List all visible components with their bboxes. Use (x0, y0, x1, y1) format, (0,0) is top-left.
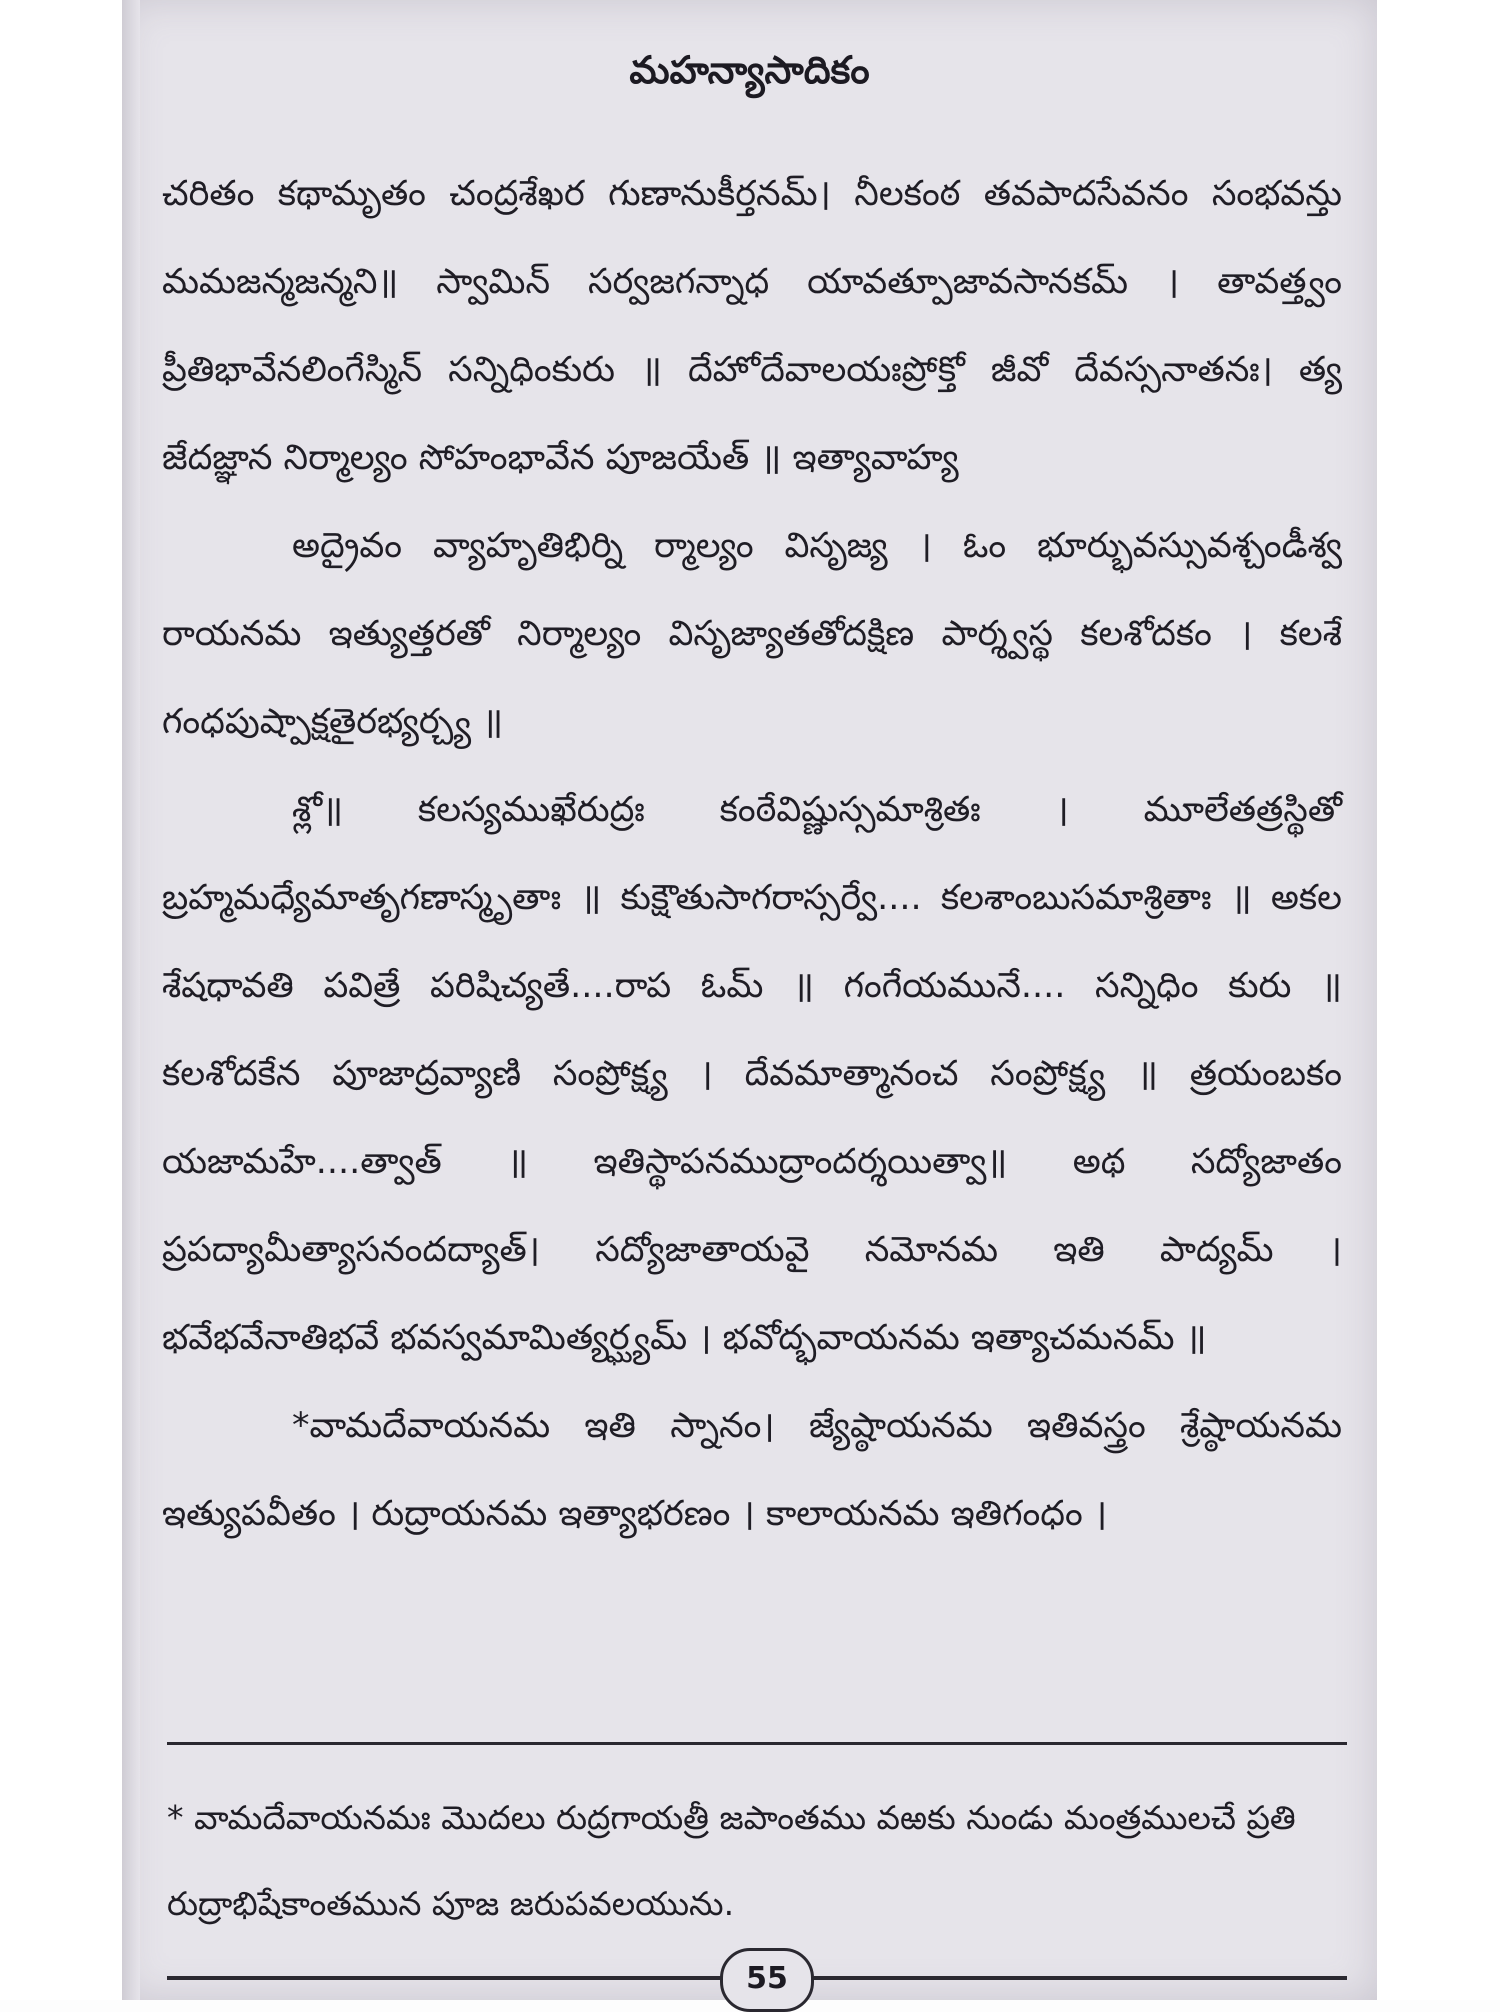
body-text (162, 150, 1342, 1558)
paragraph-3: శ్లో॥ కలస్యముఖేరుద్రః కంఠేవిష్ణుస్సమాశ్రితః । మూలేతత్రస్థితో బ్రహ్మమధ్యేమాతృగణాస్మృతాః ॥ కుక్షౌతుసాగరాస్సర్వే.... కలశాంబుసమాశ్రితాః ॥ అకల శేషధావతి పవిత్రే పరిషిచ్యతే....రాప ఓమ్ ॥ గంగేయమునే.... సన్నిధిం కురు ॥ కలశోదకేన పూజాద్రవ్యాణి సంప్రోక్ష్య । దేవమాత్మానంచ సంప్రోక్ష్య ॥ త్రయంబకం యజామహే....త్వాత్ ॥ ఇతిస్థాపనముద్రాందర్శయిత్వా॥ అథ సద్యోజాతం ప్రపద్యామీత్యాసనందద్యాత్। సద్యోజాతాయవై నమోనమ ఇతి పాద్యమ్ । భవేభవేనాతిభవే భవస్వమామిత్యర్ఘ్యమ్ । భవోద్భవాయనమ ఇత్యాచమనమ్ ॥ (162, 790, 1342, 1358)
paragraph-4: *వామదేవాయనమ ఇతి స్నానం। జ్యేష్ఠాయనమ ఇతివస్త్రం శ్రేష్ఠాయనమ ఇత్యుపవీతం । రుద్రాయనమ ఇత్యాభరణం । కాలాయనమ ఇతిగంధం । (162, 1406, 1342, 1534)
footnote-divider (167, 1742, 1347, 1745)
book-page (122, 0, 1377, 2000)
running-header: మహన్యాసాదికం (629, 48, 870, 92)
page-gutter-shadow (122, 0, 140, 2000)
footnote: * వామదేవాయనమః మొదలు రుద్రగాయత్రీ జపాంతము వఱకు నుండు మంత్రములచే ప్రతి రుద్రాభిషేకాంతమున పూజ జరుపవలయును. (167, 1798, 1296, 1923)
page-number: 55 (720, 1948, 814, 2012)
paragraph-1: చరితం కథామృతం చంద్రశేఖర గుణానుకీర్తనమ్। నీలకంఠ తవపాదసేవనం సంభవన్తు మమజన్మజన్మని॥ స్వామిన్ సర్వజగన్నాధ యావత్పూజావసానకమ్ । తావత్త్వం ప్రీతిభావేనలింగేస్మిన్ సన్నిధింకురు ॥ దేహోదేవాలయఃప్రోక్తో జీవో దేవస్సనాతనః। త్య జేదజ్ఞాన నిర్మాల్యం సోహంభావేన పూజయేత్ ॥ ఇత్యావాహ్య (162, 174, 1342, 478)
paragraph-2: అద్రైవం వ్యాహృతిభిర్ని ర్మాల్యం విసృజ్య । ఓం భూర్భువస్సువశ్చండీశ్వ రాయనమ ఇత్యుత్తరతో నిర్మాల్యం విసృజ్యాతతోదక్షిణ పార్శ్వస్థ కలశోదకం । కలశే గంధపుష్పాక్షతైరభ్యర్చ్య ॥ (162, 526, 1342, 742)
